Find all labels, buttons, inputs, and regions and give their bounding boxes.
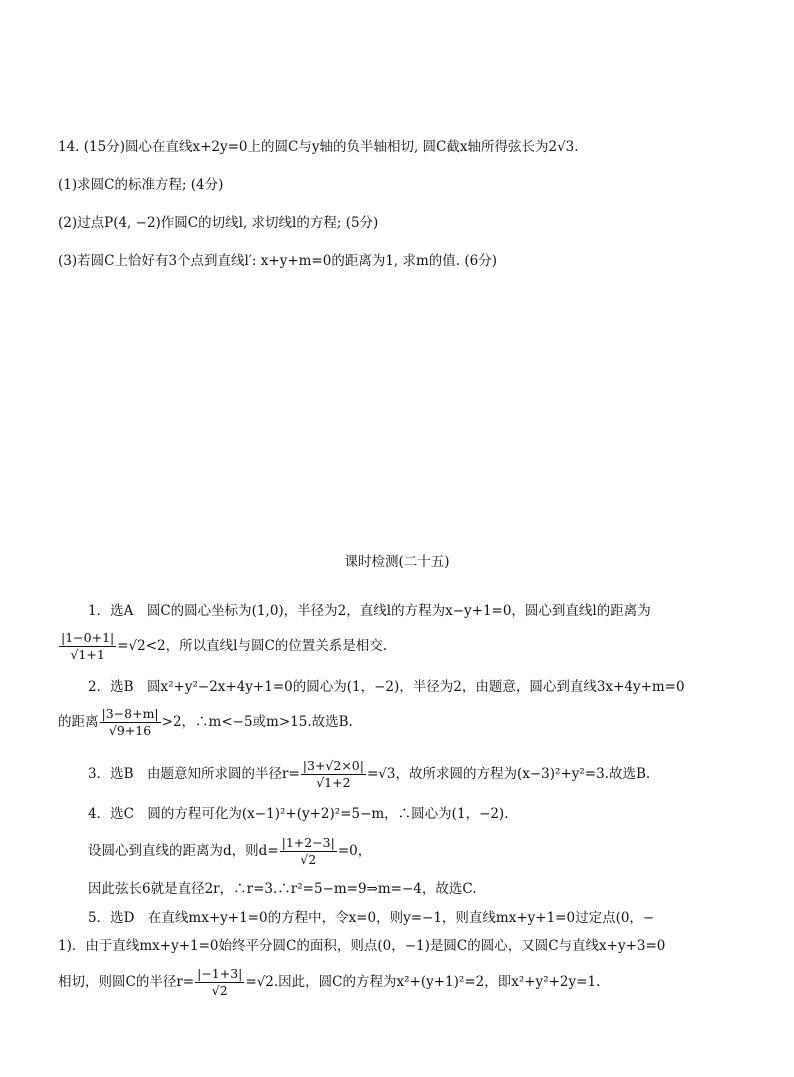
answer-2-line-2 [58, 706, 353, 739]
answer-5-conclusion: =√2.因此，圆C的方程为x²+(y+1)²=2，即x²+y²+2y=1. [245, 974, 601, 990]
answer-4-prefix: 设圆心到直线的距离为d，则d= [88, 843, 279, 859]
answer-3-line-1 [88, 758, 650, 791]
problem-14-part-2: (2)过点P(4, −2)作圆C的切线l, 求切线l的方程; (5分) [58, 215, 379, 231]
answer-1-fraction [59, 630, 116, 663]
fraction-denominator: √1+1 [70, 647, 105, 662]
fraction-numerator: |1+2−3| [281, 835, 335, 850]
answer-2-line-1: 2．选B 圆x²+y²−2x+4y+1=0的圆心为(1，−2)，半径为2，由题意，圆心到直线3x+4y+m=0 [88, 679, 685, 695]
problem-14-part-3: (3)若圆C上恰好有3个点到直线l′: x+y+m=0的距离为1, 求m的值. (6分) [58, 253, 498, 269]
answer-2-fraction [100, 706, 161, 739]
fraction-denominator: √2 [211, 983, 228, 998]
fraction-numerator: |3+√2×0| [302, 758, 364, 773]
answer-4-line-2 [88, 835, 371, 868]
answer-4-fraction [280, 835, 337, 868]
answer-3-fraction [301, 758, 366, 791]
answer-5-line-3 [58, 966, 600, 999]
answer-4-line-1: 4．选C 圆的方程可化为(x−1)²+(y+2)²=5−m，∴圆心为(1，−2). [88, 806, 509, 822]
fraction-denominator: √1+2 [316, 775, 351, 790]
answer-5-line-1: 5．选D 在直线mx+y+1=0的方程中，令x=0，则y=−1，则直线mx+y+1=0过定点(0，− [88, 910, 655, 926]
answer-2-conclusion: >2，∴m<−5或m>15.故选B. [161, 714, 353, 730]
section-title: 课时检测(二十五) [344, 554, 450, 570]
answer-5-prefix: 相切，则圆C的半径r= [58, 974, 195, 990]
answer-1-line-2 [58, 630, 387, 663]
answer-5-line-2: 1)．由于直线mx+y+1=0始终平分圆C的面积，则点(0，−1)是圆C的圆心，又圆C与直线x+y+3=0 [58, 938, 666, 954]
answer-1-conclusion: =√2<2，所以直线l与圆C的位置关系是相交. [117, 638, 388, 654]
answer-1-line-1: 1．选A 圆C的圆心坐标为(1,0)，半径为2，直线l的方程为x−y+1=0，圆心到直线l的距离为 [88, 603, 651, 619]
answer-4-line-3: 因此弦长6就是直径2r，∴r=3.∴r²=5−m=9⇒m=−4，故选C. [88, 881, 477, 897]
fraction-numerator: |−1+3| [197, 966, 243, 981]
problem-14-part-1: (1)求圆C的标准方程; (4分) [58, 177, 224, 193]
fraction-numerator: |3−8+m| [101, 706, 159, 721]
fraction-numerator: |1−0+1| [61, 630, 115, 645]
fraction-denominator: √2 [300, 852, 317, 867]
fraction-denominator: √9+16 [108, 723, 152, 738]
answer-5-fraction [195, 966, 244, 999]
answer-4-conclusion: =0， [337, 843, 372, 859]
answer-3-prefix: 3．选B 由题意知所求圆的半径r= [88, 766, 300, 782]
answer-3-conclusion: =√3，故所求圆的方程为(x−3)²+y²=3.故选B. [366, 766, 651, 782]
answer-2-prefix: 的距离 [58, 714, 99, 730]
problem-14-question: 14. (15分)圆心在直线x+2y=0上的圆C与y轴的负半轴相切, 圆C截x轴所得弦长为2√3. [58, 139, 579, 155]
